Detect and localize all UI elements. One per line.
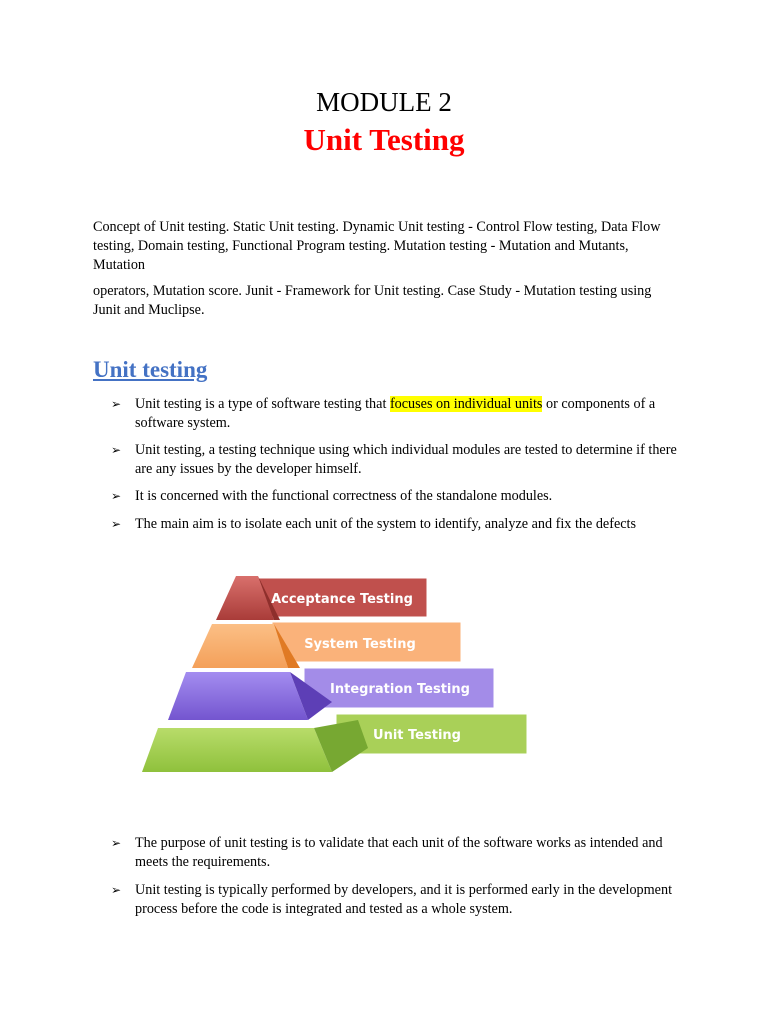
- pyramid-section: [168, 672, 308, 720]
- pyramid-label: Unit Testing: [373, 728, 461, 743]
- pyramid-label: Integration Testing: [330, 682, 470, 697]
- pyramid-section: [192, 624, 288, 668]
- bullet-text: The main aim is to isolate each unit of the system to identify, analyze and fix the defects: [135, 516, 637, 532]
- pyramid-section: [142, 728, 332, 772]
- arrow-bullet-icon: ➢: [111, 443, 122, 457]
- module-title: MODULE 2: [316, 87, 452, 117]
- bullet-text: Unit testing, a testing technique using which individual modules are tested to determine if there are any issues by the developer himself.: [135, 442, 677, 477]
- bullet-item: [111, 834, 681, 871]
- arrow-bullet-icon: ➢: [111, 397, 122, 411]
- bullet-item: [111, 515, 681, 534]
- pyramid-level-unit: [142, 714, 527, 772]
- pyramid-level-acceptance: [216, 576, 427, 620]
- pyramid-level-system: [192, 622, 461, 668]
- page-title: Unit Testing: [303, 122, 465, 157]
- bullet-text: Unit testing is typically performed by developers, and it is performed early in the development process before the code is integrated and tested as a whole system.: [135, 882, 673, 917]
- arrow-bullet-icon: ➢: [111, 836, 122, 850]
- section-heading: Unit testing: [93, 357, 208, 382]
- pyramid-level-integration: [168, 668, 494, 720]
- bullet-item: [111, 487, 681, 506]
- syllabus-paragraph-1: Concept of Unit testing. Static Unit testing. Dynamic Unit testing - Control Flow testing, Data Flow testing, Domain testing, Functional Program testing. Mutation testing - Mutation and Mutants, Mutation: [93, 219, 661, 273]
- bullet-text: [135, 395, 681, 432]
- arrow-bullet-icon: ➢: [111, 883, 122, 897]
- testing-pyramid-diagram: [138, 572, 538, 782]
- bullet-text-after: or components of a software system.: [135, 396, 656, 431]
- bullet-text: The purpose of unit testing is to validate that each unit of the software works as intended and meets the requirements.: [135, 835, 663, 870]
- bullet-item: [111, 441, 681, 478]
- bullet-item: [111, 881, 681, 918]
- arrow-bullet-icon: ➢: [111, 489, 122, 503]
- syllabus-paragraph-2: operators, Mutation score. Junit - Framework for Unit testing. Case Study - Mutation testing using Junit and Muclipse.: [93, 283, 652, 318]
- bullet-item: [111, 395, 681, 432]
- pyramid-label: Acceptance Testing: [271, 592, 413, 607]
- highlighted-text: focuses on individual units: [389, 396, 543, 412]
- arrow-bullet-icon: ➢: [111, 517, 122, 531]
- bullet-text-before: Unit testing is a type of software testing that: [135, 396, 390, 412]
- bullet-text: It is concerned with the functional correctness of the standalone modules.: [135, 488, 553, 504]
- pyramid-label: System Testing: [304, 637, 416, 652]
